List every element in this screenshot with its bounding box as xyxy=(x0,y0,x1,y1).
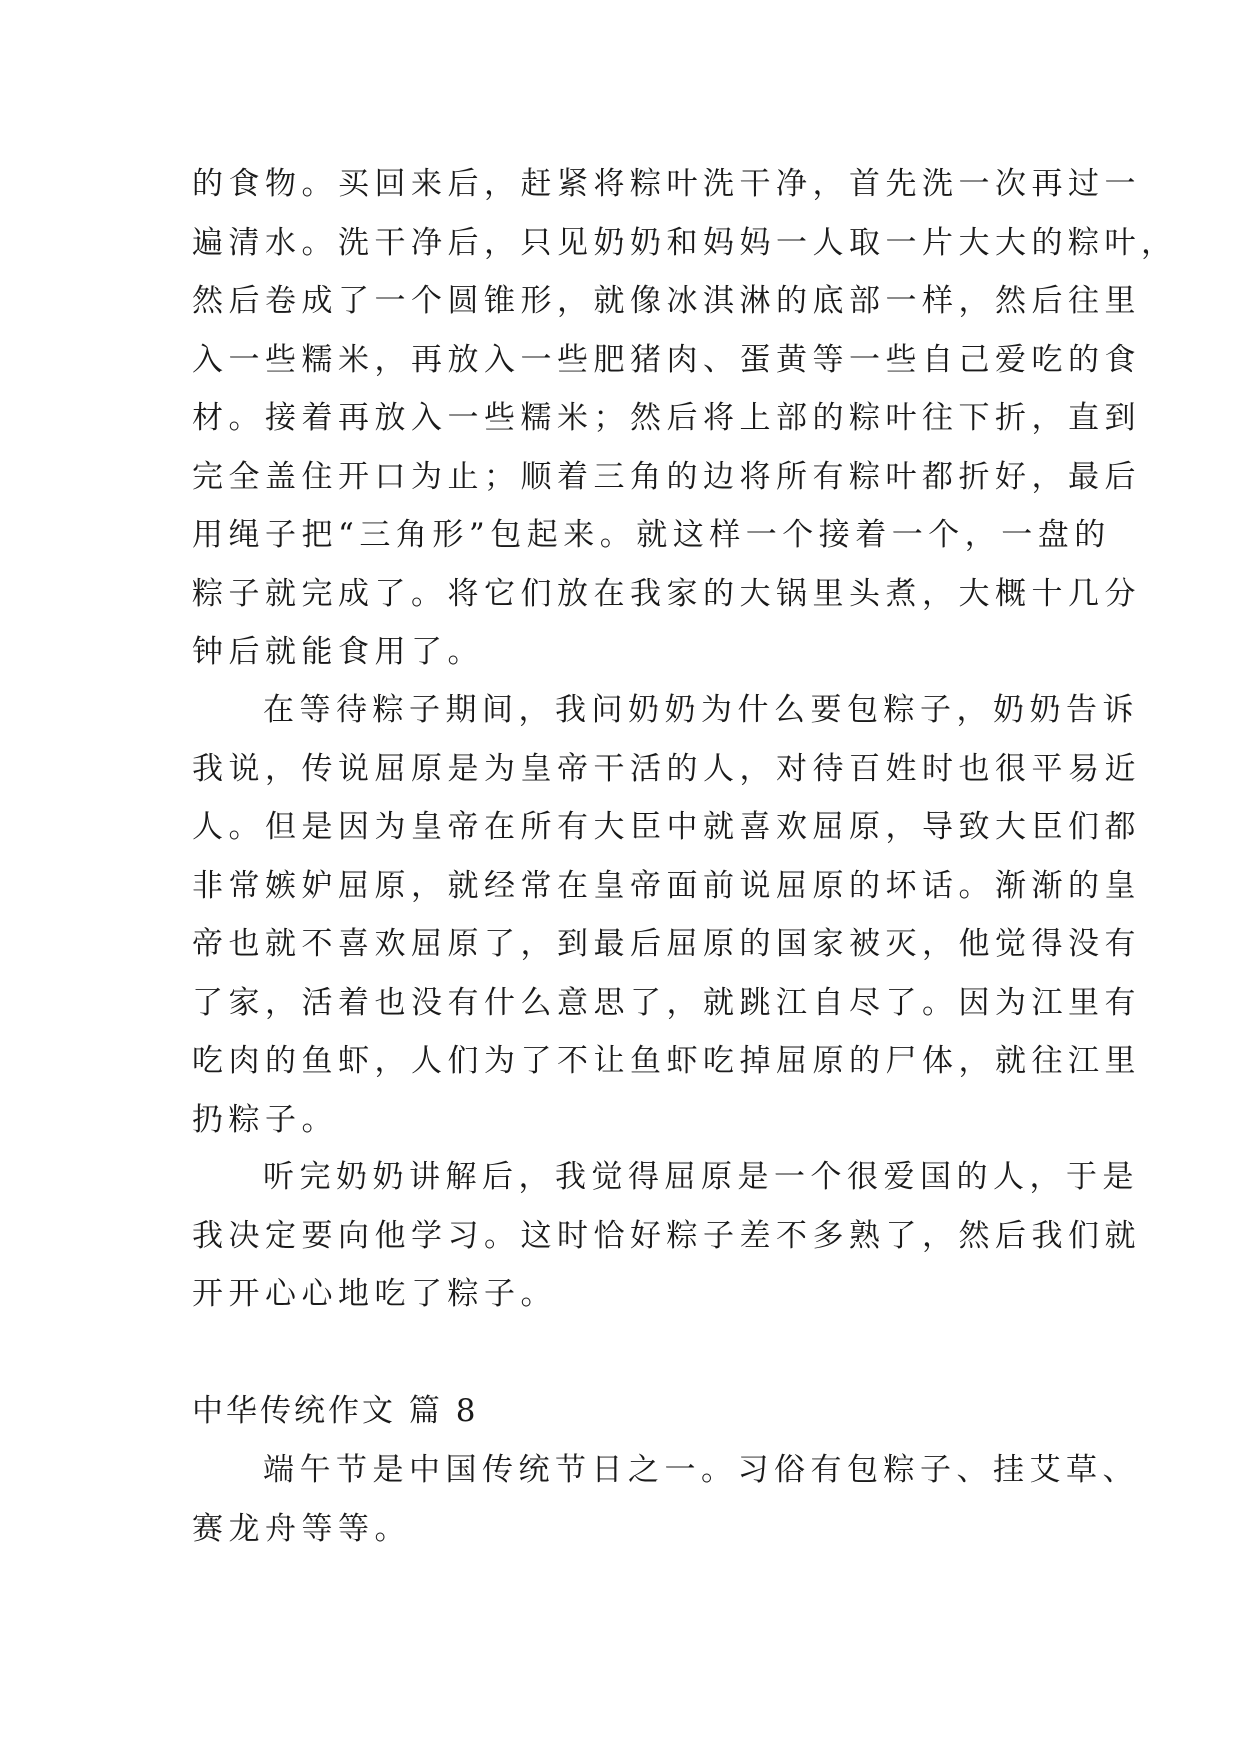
text-line: 扔粽子。 xyxy=(192,1101,338,1138)
text-line: 的食物。买回来后，赶紧将粽叶洗干净，首先洗一次再过一 xyxy=(192,166,1141,202)
text-line: 钟后就能食用了。 xyxy=(192,634,484,670)
text-line: 我决定要向他学习。这时恰好粽子差不多熟了，然后我们就 xyxy=(192,1217,1141,1254)
text-line: 我说，传说屈原是为皇帝干活的人，对待百姓时也很平易近 xyxy=(192,750,1141,787)
text-line: 完全盖住开口为止；顺着三角的边将所有粽叶都折好，最后 xyxy=(192,458,1141,495)
text-line: 粽子就完成了。将它们放在我家的大锅里头煮，大概十几分 xyxy=(192,575,1141,612)
section-heading: 中华传统作文 篇 8 xyxy=(192,1393,479,1429)
text-line: 用绳子把“三角形”包起来。就这样一个接着一个，一盘的 xyxy=(192,517,1111,553)
text-line: 人。但是因为皇帝在所有大臣中就喜欢屈原，导致大臣们都 xyxy=(192,809,1141,845)
text-line: 帝也就不喜欢屈原了，到最后屈原的国家被灭，他觉得没有 xyxy=(192,926,1141,962)
text-line: 听完奶奶讲解后，我觉得屈原是一个很爱国的人，于是 xyxy=(263,1159,1139,1195)
paragraph-zongzi-making xyxy=(192,155,1178,682)
text-line: 吃肉的鱼虾，人们为了不让鱼虾吃掉屈原的尸体，就往江里 xyxy=(192,1043,1141,1079)
text-line: 非常嫉妒屈原，就经常在皇帝面前说屈原的坏话。渐渐的皇 xyxy=(192,867,1141,904)
paragraph-conclusion xyxy=(192,1148,1141,1324)
text-line: 了家，活着也没有什么意思了，就跳江自尽了。因为江里有 xyxy=(192,984,1141,1021)
text-line: 开开心心地吃了粽子。 xyxy=(192,1276,557,1312)
text-line: 赛龙舟等等。 xyxy=(192,1510,411,1547)
paragraph-qu-yuan-story xyxy=(192,681,1141,1149)
text-line: 入一些糯米，再放入一些肥猪肉、蛋黄等一些自己爱吃的食 xyxy=(192,341,1141,378)
text-line: 遍清水。洗干净后，只见奶奶和妈妈一人取一片大大的粽叶， xyxy=(192,224,1178,261)
text-line: 材。接着再放入一些糯米；然后将上部的粽叶往下折，直到 xyxy=(192,400,1141,436)
text-line: 在等待粽子期间，我问奶奶为什么要包粽子，奶奶告诉 xyxy=(263,692,1139,728)
paragraph-dragon-boat-festival xyxy=(192,1441,1139,1558)
text-line: 然后卷成了一个圆锥形，就像冰淇淋的底部一样，然后往里 xyxy=(192,283,1141,319)
text-line: 端午节是中国传统节日之一。习俗有包粽子、挂艾草、 xyxy=(263,1452,1139,1488)
